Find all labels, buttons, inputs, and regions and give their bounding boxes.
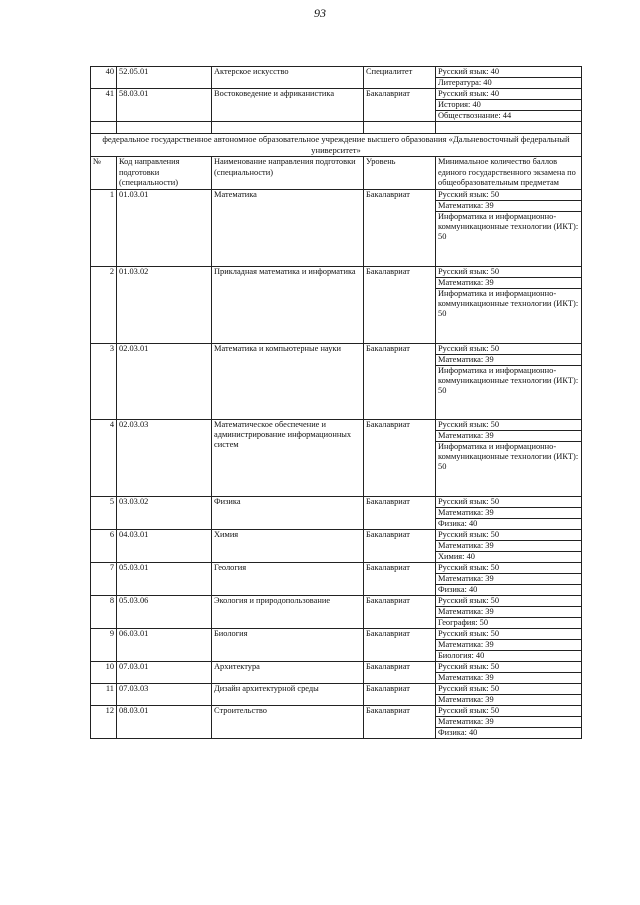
exam-requirement: Химия: 40 [436,551,581,562]
row-level: Бакалавриат [364,343,436,419]
row-level: Бакалавриат [364,562,436,595]
empty-cell [436,122,582,134]
exam-requirement: Математика: 39 [436,606,581,617]
row-exams [436,189,582,266]
row-number: 6 [91,529,117,562]
admission-table [90,66,582,739]
row-exams [436,562,582,595]
exam-requirement: География: 50 [436,617,581,628]
exam-requirement: История: 40 [436,99,581,110]
exam-requirement: Обществознание: 44 [436,110,581,121]
table-row [91,189,582,266]
exam-requirement: Математика: 39 [436,354,581,365]
row-name: Физика [212,496,364,529]
row-name: Дизайн архитектурной среды [212,683,364,705]
exam-requirement: Информатика и информационно-коммуникационные технологии (ИКТ): 50 [436,441,581,472]
row-level: Бакалавриат [364,628,436,661]
table-row [91,419,582,496]
exam-requirement: Математика: 39 [436,672,581,683]
exam-requirement: Математика: 39 [436,573,581,584]
empty-cell [212,122,364,134]
row-level: Бакалавриат [364,189,436,266]
row-exams [436,628,582,661]
exam-requirement: Русский язык: 50 [438,529,500,539]
empty-cell [117,122,212,134]
row-code: 03.03.02 [117,496,212,529]
row-exams [436,419,582,496]
exam-requirement: Математика: 39 [436,277,581,288]
empty-row [91,122,582,134]
table-row [91,705,582,738]
row-number: 11 [91,683,117,705]
table-row [91,628,582,661]
row-name: Геология [212,562,364,595]
exam-requirement: Математика: 39 [436,694,581,705]
empty-cell [91,122,117,134]
exam-requirement: Русский язык: 50 [438,661,500,671]
row-code: 07.03.01 [117,661,212,683]
row-exams [436,266,582,343]
row-exams [436,67,582,89]
row-number: 40 [91,67,117,89]
row-level: Бакалавриат [364,705,436,738]
row-name: Актерское искусство [212,67,364,89]
exam-requirement: Русский язык: 50 [438,562,500,572]
row-level: Бакалавриат [364,529,436,562]
row-level: Бакалавриат [364,419,436,496]
table-row [91,343,582,419]
row-level: Бакалавриат [364,595,436,628]
row-exams [436,89,582,122]
row-exams [436,661,582,683]
row-level: Бакалавриат [364,266,436,343]
row-code: 07.03.03 [117,683,212,705]
row-name: Строительство [212,705,364,738]
exam-requirement: Русский язык: 50 [438,595,500,605]
row-exams [436,496,582,529]
header-exams: Минимальное количество баллов единого государственного экзамена по общеобразовательным предметам [436,157,582,190]
row-name: Химия [212,529,364,562]
exam-requirement: Информатика и информационно-коммуникационные технологии (ИКТ): 50 [436,288,581,319]
row-number: 3 [91,343,117,419]
header-row [91,157,582,190]
exam-requirement: Русский язык: 40 [438,67,500,76]
row-level: Специалитет [364,67,436,89]
table-row [91,683,582,705]
exam-requirement: Математика: 39 [436,716,581,727]
org-row [91,134,582,157]
row-number: 9 [91,628,117,661]
exam-requirement: Русский язык: 50 [438,419,500,429]
header-num: № [91,157,117,190]
table-row [91,496,582,529]
row-level: Бакалавриат [364,661,436,683]
exam-requirement: Математика: 39 [436,507,581,518]
row-code: 52.05.01 [117,67,212,89]
header-code: Код направления подготовки (специальности) [117,157,212,190]
row-exams [436,705,582,738]
header-level: Уровень [364,157,436,190]
organization-name: федеральное государственное автономное образовательное учреждение высшего образования «Дальневосточный федеральный университет» [91,134,582,157]
empty-cell [364,122,436,134]
row-level: Бакалавриат [364,683,436,705]
row-code: 01.03.02 [117,266,212,343]
row-number: 10 [91,661,117,683]
exam-requirement: Математика: 39 [436,540,581,551]
exam-requirement: Математика: 39 [436,639,581,650]
row-code: 05.03.06 [117,595,212,628]
table-row [91,661,582,683]
table-row [91,595,582,628]
exam-requirement: Русский язык: 50 [438,266,500,276]
exam-requirement: Информатика и информационно-коммуникационные технологии (ИКТ): 50 [436,211,581,242]
row-name: Математика [212,189,364,266]
row-level: Бакалавриат [364,496,436,529]
exam-requirement: Литература: 40 [436,77,581,88]
table-row [91,529,582,562]
exam-requirement: Информатика и информационно-коммуникационные технологии (ИКТ): 50 [436,365,581,396]
row-level: Бакалавриат [364,89,436,122]
exam-requirement: Русский язык: 50 [438,628,500,638]
exam-requirement: Математика: 39 [436,430,581,441]
header-name: Наименование направления подготовки (специальности) [212,157,364,190]
row-exams [436,683,582,705]
row-name: Математическое обеспечение и администрирование информационных систем [212,419,364,496]
exam-requirement: Русский язык: 50 [438,496,500,506]
row-code: 04.03.01 [117,529,212,562]
page-number: 93 [314,6,326,20]
row-name: Математика и компьютерные науки [212,343,364,419]
row-code: 58.03.01 [117,89,212,122]
table-row [91,67,582,89]
row-number: 1 [91,189,117,266]
table-row [91,89,582,122]
row-name: Прикладная математика и информатика [212,266,364,343]
row-number: 2 [91,266,117,343]
exam-requirement: Русский язык: 40 [438,89,500,98]
row-number: 5 [91,496,117,529]
row-code: 01.03.01 [117,189,212,266]
exam-requirement: Русский язык: 50 [438,705,500,715]
exam-requirement: Русский язык: 50 [438,343,500,353]
row-code: 06.03.01 [117,628,212,661]
row-number: 7 [91,562,117,595]
row-code: 08.03.01 [117,705,212,738]
row-name: Архитектура [212,661,364,683]
row-exams [436,343,582,419]
row-name: Востоковедение и африканистика [212,89,364,122]
row-code: 02.03.01 [117,343,212,419]
exam-requirement: Физика: 40 [436,727,581,738]
exam-requirement: Физика: 40 [436,584,581,595]
table-body [91,67,582,739]
row-exams [436,595,582,628]
row-number: 4 [91,419,117,496]
row-number: 12 [91,705,117,738]
exam-requirement: Биология: 40 [436,650,581,661]
row-exams [436,529,582,562]
row-number: 8 [91,595,117,628]
row-number: 41 [91,89,117,122]
row-code: 02.03.03 [117,419,212,496]
exam-requirement: Русский язык: 50 [438,189,500,199]
row-name: Экология и природопользование [212,595,364,628]
row-name: Биология [212,628,364,661]
exam-requirement: Физика: 40 [436,518,581,529]
exam-requirement: Русский язык: 50 [438,683,500,693]
table-row [91,266,582,343]
row-code: 05.03.01 [117,562,212,595]
table-row [91,562,582,595]
exam-requirement: Математика: 39 [436,200,581,211]
